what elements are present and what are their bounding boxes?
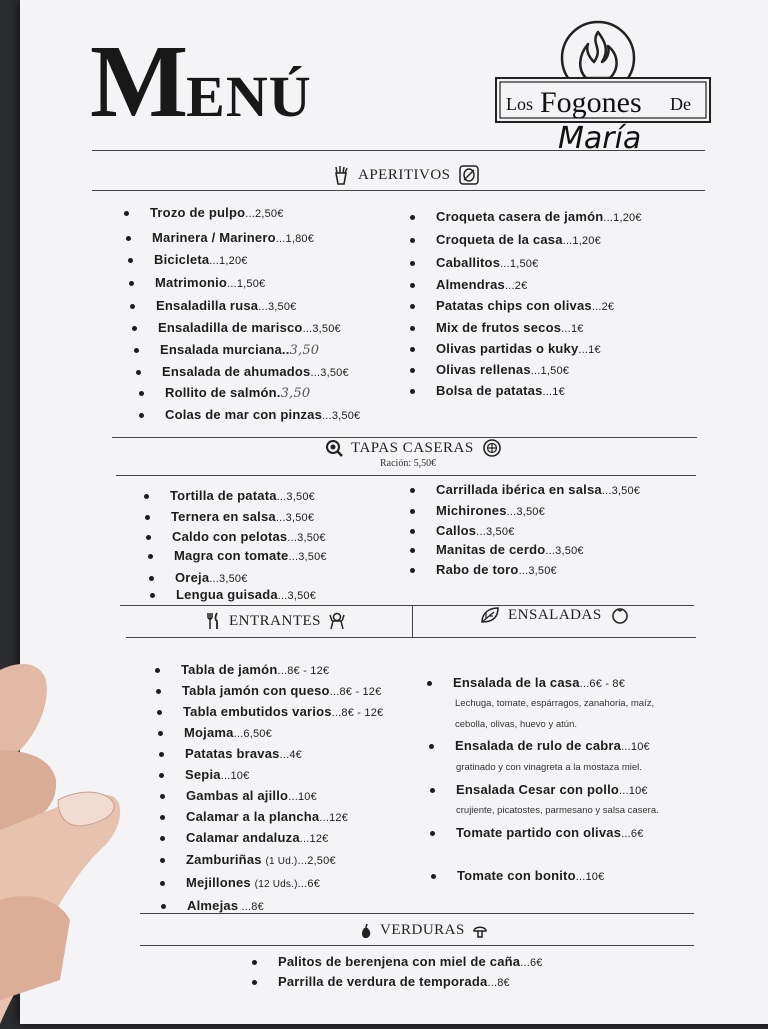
entrante-item: Calamar andaluza...12€ — [186, 830, 329, 845]
section-tapas-heading — [325, 438, 502, 458]
tapa-item: Magra con tomate...3,50€ — [174, 548, 327, 563]
aperitivo-item: Caballitos...1,50€ — [436, 255, 539, 270]
logo-de: De — [670, 94, 691, 114]
logo-fogones: Fogones — [540, 86, 642, 119]
aperitivo-item: Almendras...2€ — [436, 277, 528, 292]
section-entrantes-title: ENTRANTES — [229, 612, 321, 629]
entrante-item: Gambas al ajillo...10€ — [186, 788, 317, 803]
entrante-item: Sepia...10€ — [185, 767, 250, 782]
aperitivo-item: Ensalada murciana..3,50 — [160, 342, 320, 358]
ensalada-item: Ensalada de rulo de cabra...10€ — [455, 738, 650, 753]
aperitivo-item: Trozo de pulpo...2,50€ — [150, 205, 284, 220]
entrante-item: Mejillones (12 Uds.)...6€ — [186, 875, 321, 890]
aperitivo-item: Olivas partidas o kuky...1€ — [436, 341, 601, 356]
tapas-subtitle: Ración: 5,50€ — [380, 458, 437, 469]
entrante-item: Tabla embutidos varios...8€ - 12€ — [183, 704, 384, 719]
aperitivo-item: Croqueta casera de jamón...1,20€ — [436, 209, 642, 224]
hand-holding-menu — [0, 600, 130, 1024]
verdura-item: Parrilla de verdura de temporada...8€ — [278, 974, 510, 989]
mushroom-icon — [473, 923, 487, 939]
section-entrantes-heading — [205, 612, 345, 630]
entrante-item: Calamar a la plancha...12€ — [186, 809, 349, 824]
ensalada-description: Lechuga, tomate, espárragos, zanahoria, maíz, — [455, 698, 655, 709]
verdura-item: Palitos de berenjena con miel de caña...6€ — [278, 954, 543, 969]
entrante-item: Almejas ...8€ — [187, 898, 264, 913]
logo-maria: María — [558, 121, 642, 156]
entrante-item: Mojama...6,50€ — [184, 725, 272, 740]
section-aperitivos-title: APERITIVOS — [358, 166, 451, 183]
entrante-item: Patatas bravas...4€ — [185, 746, 302, 761]
divider — [140, 945, 694, 946]
section-verduras-title: VERDURAS — [380, 922, 465, 938]
ensalada-item: Ensalada Cesar con pollo...10€ — [456, 782, 648, 797]
ensalada-item: Tomate partido con olivas...6€ — [456, 825, 644, 840]
restaurant-logo — [494, 16, 714, 156]
tomato-icon — [610, 606, 630, 624]
divider — [92, 190, 705, 191]
aperitivo-item: Matrimonio...1,50€ — [155, 275, 266, 290]
aperitivo-item: Ensaladilla rusa...3,50€ — [156, 298, 297, 313]
aperitivo-item: Olivas rellenas...1,50€ — [436, 362, 570, 377]
divider — [126, 637, 696, 638]
section-ensaladas-title: ENSALADAS — [508, 606, 602, 623]
aperitivo-item: Bicicleta...1,20€ — [154, 252, 248, 267]
ensalada-description: crujiente, picatostes, parmesano y salsa casera. — [456, 805, 659, 816]
tapa-item: Lengua guisada...3,50€ — [176, 587, 317, 602]
tapa-item: Carrillada ibérica en salsa...3,50€ — [436, 482, 641, 497]
tapa-item: Callos...3,50€ — [436, 523, 515, 538]
aperitivo-item: Patatas chips con olivas...2€ — [436, 298, 615, 313]
aperitivo-item: Ensaladilla de marisco...3,50€ — [158, 320, 341, 335]
divider-vertical — [412, 605, 413, 637]
divider — [140, 913, 694, 914]
divider — [116, 475, 696, 476]
cutlery-icon — [205, 612, 221, 630]
entrante-item: Tabla de jamón...8€ - 12€ — [181, 662, 330, 677]
tapa-item: Manitas de cerdo...3,50€ — [436, 542, 584, 557]
ensalada-description: gratinado y con vinagreta a la mostaza miel. — [456, 762, 642, 773]
pan-icon — [325, 439, 343, 457]
aperitivo-item: Ensalada de ahumados...3,50€ — [162, 364, 349, 379]
aperitivo-item: Mix de frutos secos...1€ — [436, 320, 584, 335]
section-tapas-title: TAPAS CASERAS — [351, 439, 474, 456]
fries-icon — [332, 165, 350, 185]
menu-title-initial: M — [90, 24, 187, 139]
divider — [92, 150, 705, 151]
entrante-item: Zamburiñas (1 Ud.)...2,50€ — [186, 852, 336, 867]
aperitivo-item: Bolsa de patatas...1€ — [436, 383, 565, 398]
aperitivo-item: Rollito de salmón.3,50 — [165, 385, 311, 401]
tapa-item: Rabo de toro...3,50€ — [436, 562, 557, 577]
lettuce-icon — [480, 606, 500, 624]
section-aperitivos-heading — [332, 165, 479, 185]
eggplant-icon — [360, 923, 372, 939]
olive-icon — [459, 165, 479, 185]
chef-icon — [329, 612, 345, 630]
tapa-item: Caldo con pelotas...3,50€ — [172, 529, 326, 544]
entrante-item: Tabla jamón con queso...8€ - 12€ — [182, 683, 382, 698]
section-verduras-heading — [360, 922, 487, 939]
ensalada-description: cebolla, olivas, huevo y atún. — [455, 719, 577, 730]
tapa-item: Tortilla de patata...3,50€ — [170, 488, 315, 503]
ensalada-item: Ensalada de la casa...6€ - 8€ — [453, 675, 626, 690]
section-ensaladas-heading — [480, 606, 630, 624]
menu-title — [90, 22, 350, 139]
aperitivo-item: Marinera / Marinero...1,80€ — [152, 230, 315, 245]
ensalada-item: Tomate con bonito...10€ — [457, 868, 605, 883]
tapa-item: Oreja...3,50€ — [175, 570, 248, 585]
tapa-item: Michirones...3,50€ — [436, 503, 545, 518]
aperitivo-item: Colas de mar con pinzas...3,50€ — [165, 407, 361, 422]
aperitivo-item: Croqueta de la casa...1,20€ — [436, 232, 601, 247]
logo-los: Los — [506, 94, 533, 114]
plate-icon — [482, 438, 502, 458]
menu-title-rest: ENÚ — [186, 64, 312, 129]
tapa-item: Ternera en salsa...3,50€ — [171, 509, 315, 524]
